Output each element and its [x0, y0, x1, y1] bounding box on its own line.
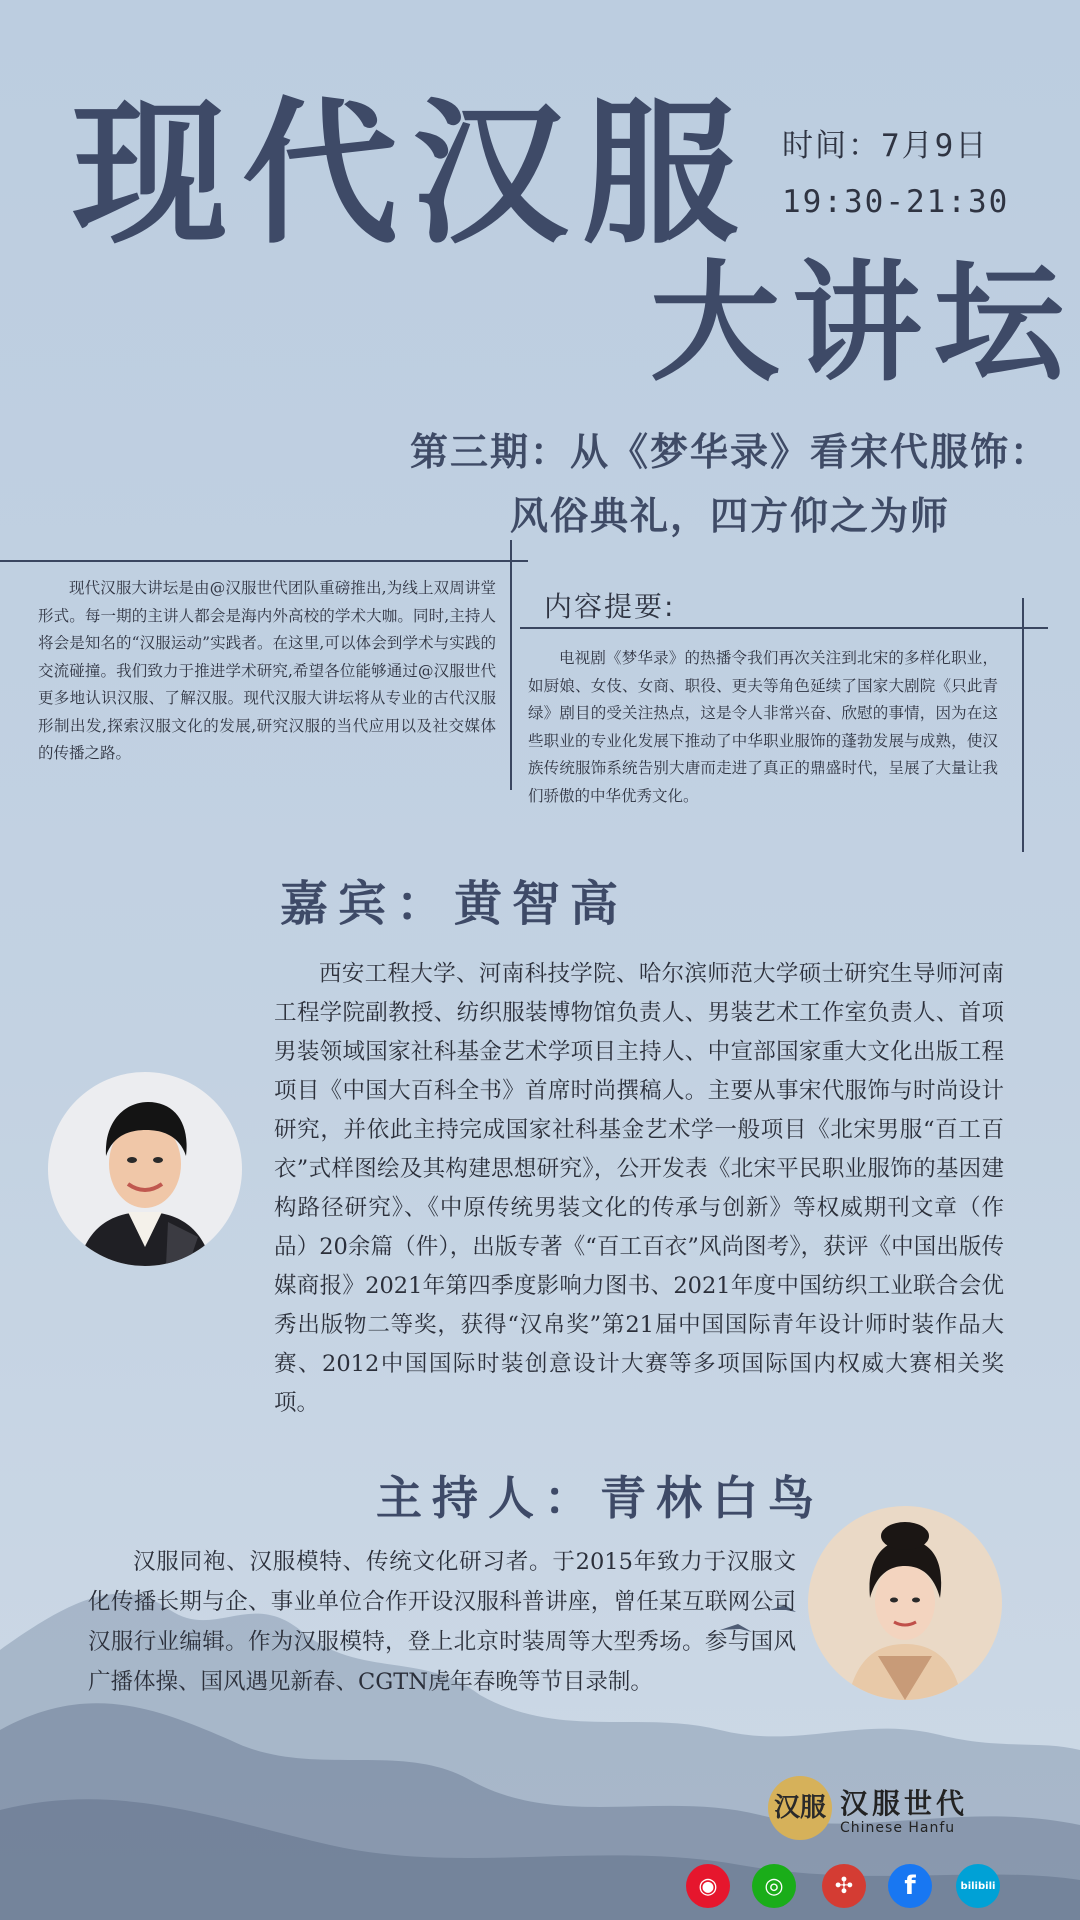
poster-title-line2: 大讲坛	[650, 246, 1077, 399]
host-avatar	[808, 1506, 1002, 1700]
divider-line	[0, 560, 528, 562]
facebook-glyph: f	[904, 1871, 916, 1901]
divider-line	[1022, 598, 1024, 852]
bilibili-icon[interactable]	[956, 1864, 1000, 1908]
guest-bio: 西安工程大学、河南科技学院、哈尔滨师范大学硕士研究生导师河南工程学院副教授、纺织服装博物馆负责人、男装艺术工作室负责人、首项男装领域国家社科基金艺术学项目主持人、中宣部国家重大文化出版工程项目《中国大百科全书》首席时尚撰稿人。主要从事宋代服饰与时尚设计研究，并依此主持完成国家社科基金艺术学一般项目《北宋男服“百工百衣”式样图绘及其构建思想研究》，公开发表《北宋平民职业服饰的基因建构路径研究》、《中原传统男装文化的传承与创新》等权威期刊文章（作品）20余篇（件），出版专著《“百工百衣”风尚图考》，获评《中国出版传媒商报》2021年第四季度影响力图书、2021年度中国纺织工业联合会优秀出版物二等奖，获得“汉帛奖”第21届中国国际青年设计师时装作品大赛、2012中国国际时装创意设计大赛等多项国际国内权威大赛相关奖项。	[274, 961, 1004, 1416]
facebook-icon[interactable]	[888, 1864, 932, 1908]
brand-seal-logo	[768, 1776, 832, 1840]
bilibili-glyph: bilibili	[960, 1880, 996, 1892]
brand-english-name: Chinese Hanfu	[840, 1820, 956, 1836]
event-time-range: 19:30-21:30	[782, 184, 1010, 220]
intro-paragraph: 现代汉服大讲坛是由@汉服世代团队重磅推出,为线上双周讲堂形式。每一期的主讲人都会是海内外高校的学术大咖。同时,主持人将会是知名的“汉服运动”实践者。在这里,可以体会到学术与实践的交流碰撞。我们致力于推进学术研究,希望各位能够通过@汉服世代更多地认识汉服、了解汉服。现代汉服大讲坛将从专业的古代汉服形制出发,探索汉服文化的发展,研究汉服的当代应用以及社交媒体的传播之路。	[38, 579, 496, 762]
event-time	[782, 118, 1009, 230]
host-heading: 主持人：青林白鸟	[376, 1471, 824, 1525]
wechat-glyph: ◎	[764, 1873, 784, 1899]
douyin-glyph: ✣	[834, 1873, 854, 1899]
episode-subtitle	[400, 420, 1060, 548]
brand-name: 汉服世代	[840, 1787, 969, 1820]
divider-line	[510, 540, 512, 790]
host-bio: 汉服同袍、汉服模特、传统文化研习者。于2015年致力于汉服文化传播长期与企、事业单位合作开设汉服科普讲座，曾任某互联网公司汉服行业编辑。作为汉服模特，登上北京时装周等大型秀场。参与国风广播体操、国风遇见新春、CGTN虎年春晚等节目录制。	[88, 1549, 796, 1695]
poster-title-line1: 现代汉服	[72, 82, 752, 265]
guest-avatar	[48, 1072, 242, 1266]
event-date: 时间：7月9日	[782, 128, 989, 164]
weibo-glyph: ◉	[698, 1873, 718, 1899]
summary-heading: 内容提要:	[544, 590, 676, 623]
weibo-icon[interactable]	[686, 1864, 730, 1908]
episode-subtitle-line2: 风俗典礼，四方仰之为师	[509, 493, 950, 538]
summary-paragraph: 电视剧《梦华录》的热播令我们再次关注到北宋的多样化职业，如厨娘、女伎、女商、职役、更夫等角色延续了国家大剧院《只此青绿》剧目的受关注热点，这是令人非常兴奋、欣慰的事情，因为在这些职业的专业化发展下推动了中华职业服饰的蓬勃发展与成熟，使汉族传统服饰系统告别大唐而走进了真正的鼎盛时代，呈展了大量让我们骄傲的中华优秀文化。	[528, 649, 998, 805]
brand-seal-text: 汉服	[773, 1793, 826, 1823]
divider-line	[520, 627, 1048, 629]
guest-heading: 嘉宾：黄智高	[280, 876, 629, 932]
episode-subtitle-line1: 第三期：从《梦华录》看宋代服饰：	[409, 429, 1050, 474]
douyin-icon[interactable]	[822, 1864, 866, 1908]
wechat-icon[interactable]	[752, 1864, 796, 1908]
